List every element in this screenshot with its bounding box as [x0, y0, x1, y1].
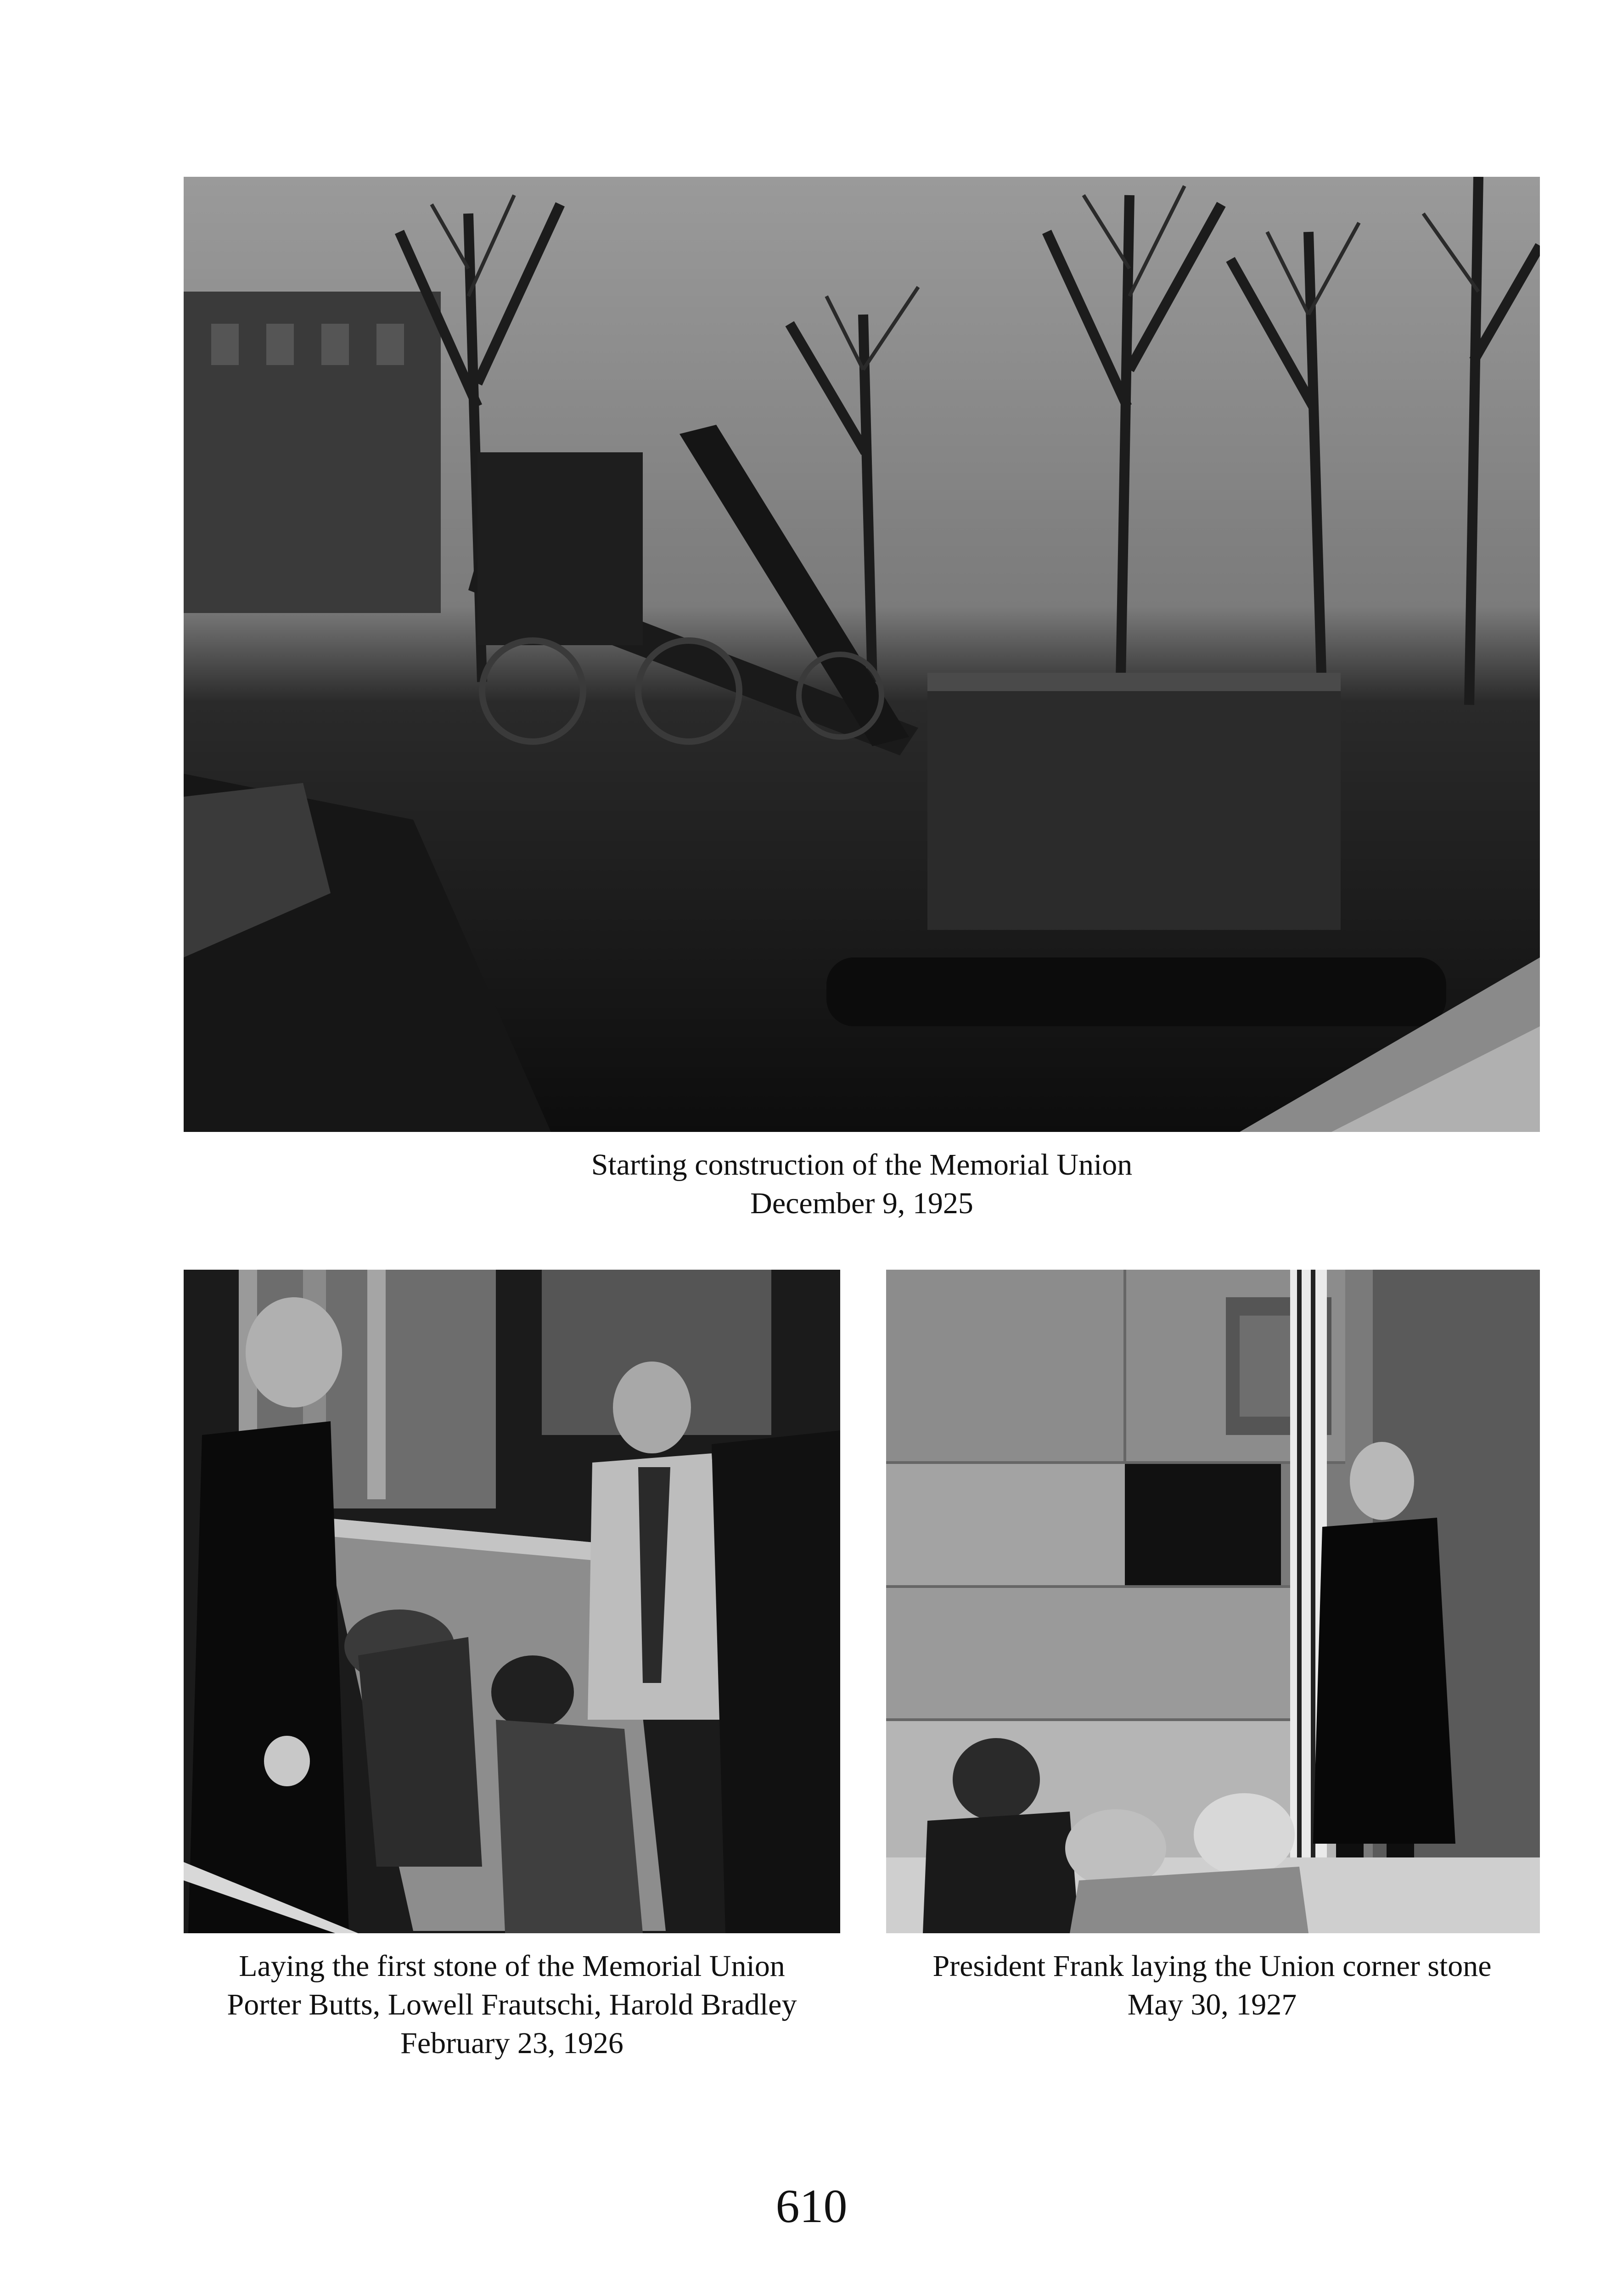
first-stone-photo-image [184, 1270, 840, 1933]
caption-line: Starting construction of the Memorial Union [591, 1148, 1133, 1182]
corner-stone-caption [872, 1947, 1552, 2024]
caption-line: February 23, 1926 [400, 2026, 623, 2060]
caption-line: President Frank laying the Union corner stone [932, 1949, 1492, 1983]
construction-photo-image [184, 177, 1540, 1132]
construction-caption [184, 1146, 1540, 1223]
first-stone-photo [184, 1270, 840, 1933]
construction-photo [184, 177, 1540, 1132]
page-number: 610 [775, 2180, 848, 2233]
caption-line: Porter Butts, Lowell Frautschi, Harold Bradley [227, 1988, 797, 2021]
caption-line: May 30, 1927 [1127, 1988, 1297, 2021]
caption-line: December 9, 1925 [750, 1187, 973, 1220]
caption-line: Laying the first stone of the Memorial Union [239, 1949, 785, 1983]
first-stone-caption [174, 1947, 849, 2063]
corner-stone-photo-image [886, 1270, 1540, 1933]
corner-stone-photo [886, 1270, 1540, 1933]
